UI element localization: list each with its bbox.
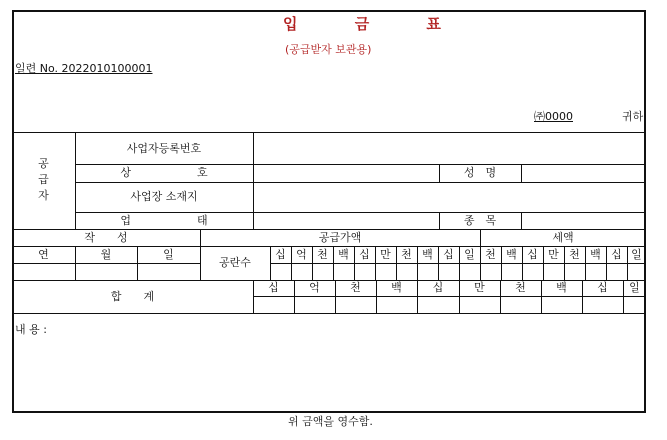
total-digit-label: 만 [474, 281, 485, 294]
digit-label: 십 [359, 248, 370, 261]
recipient-suffix: 귀하 [622, 110, 644, 123]
digit-label: 백 [590, 248, 601, 261]
digit-label: 만 [380, 248, 391, 261]
document-title: 입 금 표 [283, 15, 467, 33]
digit-label: 백 [422, 248, 433, 261]
tax-label: 세액 [552, 231, 574, 244]
digit-label: 천 [485, 248, 496, 261]
recipient-code: ㈜0000 [534, 110, 573, 123]
serial-number: 일련 No. 2022010100001 [15, 62, 153, 75]
divider [75, 182, 646, 183]
day-label: 일 [163, 248, 174, 261]
digit-label: 십 [611, 248, 622, 261]
divider [12, 132, 646, 133]
content-label: 내 용 : [15, 323, 47, 336]
supply-value-label: 공급가액 [318, 231, 362, 244]
blank-count-label: 공란수 [219, 256, 251, 269]
document-subtitle: (공급받자 보관용) [285, 43, 372, 56]
total-digit-label: 백 [391, 281, 402, 294]
total-digit-label: 억 [309, 281, 320, 294]
year-label: 연 [38, 248, 49, 261]
total-digit-label: 백 [556, 281, 567, 294]
total-label: 합 계 [110, 290, 155, 303]
digit-label: 천 [569, 248, 580, 261]
business-type-label: 업 태 [120, 214, 208, 227]
digit-label: 천 [401, 248, 412, 261]
total-digit-label: 천 [350, 281, 361, 294]
digit-label: 천 [317, 248, 328, 261]
total-digit-label: 십 [432, 281, 444, 294]
digit-label: 십 [443, 248, 454, 261]
written-date-label: 작 성 [84, 231, 128, 244]
footer-note: 위 금액을 영수함. [288, 415, 373, 428]
company-label: 상 호 [120, 166, 208, 179]
month-label: 월 [100, 248, 112, 261]
name-label: 성 명 [463, 166, 497, 179]
digit-label: 십 [275, 248, 286, 261]
supplier-section-label: 공 급 자 [38, 157, 49, 202]
reg-number-label: 사업자등록번호 [126, 142, 202, 155]
total-digit-label: 일 [629, 281, 640, 294]
total-digit-label: 십 [597, 281, 608, 294]
divider [253, 296, 646, 297]
digit-label: 일 [631, 248, 642, 261]
address-label: 사업장 소재지 [130, 190, 198, 203]
divider [253, 132, 254, 229]
item-label: 종 목 [463, 214, 497, 227]
digit-label: 일 [464, 248, 475, 261]
total-digit-label: 십 [268, 281, 279, 294]
digit-label: 억 [296, 248, 307, 261]
digit-label: 백 [506, 248, 517, 261]
digit-label: 백 [338, 248, 349, 261]
divider [521, 164, 522, 182]
digit-label: 십 [527, 248, 538, 261]
divider [521, 212, 522, 229]
divider [270, 263, 646, 264]
divider [12, 313, 646, 314]
total-digit-label: 천 [515, 281, 526, 294]
divider [12, 263, 200, 264]
digit-label: 만 [548, 248, 559, 261]
